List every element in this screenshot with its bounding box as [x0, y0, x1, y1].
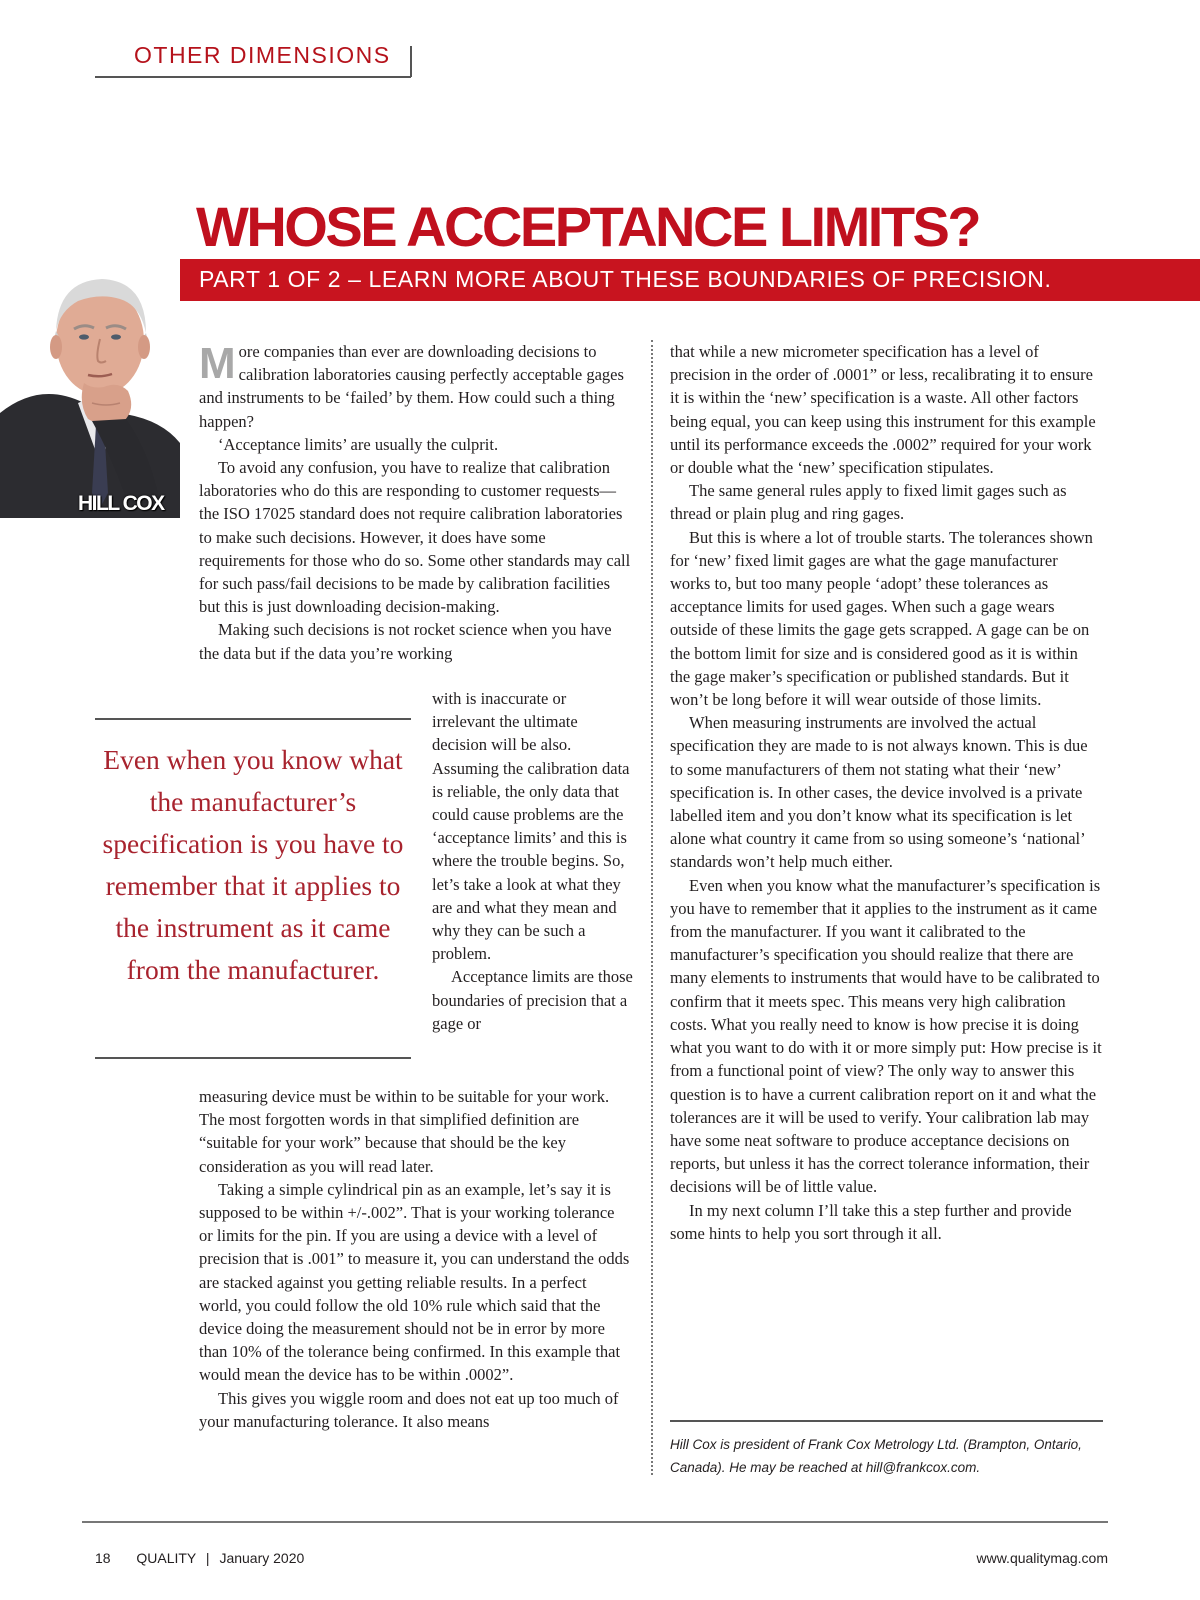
deck-subtitle: PART 1 OF 2 – LEARN MORE ABOUT THESE BOUNDARIES OF PRECISION.	[199, 266, 1052, 292]
paragraph-5: Acceptance limits are those boundaries of precision that a gage or	[432, 967, 633, 1033]
paragraph-5-continued: measuring device must be within to be suitable for your work. The most forgotten words in that simplified definition are “suitable for your work” because that should be the key consideration as you will read later.	[199, 1087, 610, 1176]
paragraph-3: To avoid any confusion, you have to realize that calibration laboratories who do this are responding to customer requests—the ISO 17025 standard does not require calibration laboratories to make such decisions. However, it does have some requirements for those who do so. Some other standards may call for such pass/fail decisions to be made by calibration facilities but this is just downloading decision-making.	[199, 458, 631, 617]
paragraph-11: Even when you know what the manufacturer’s specification is you have to remember that it applies to the instrument as it came from the manufacturer. If you want it calibrated to the manufacturer’s specification you should realize that there are many elements to instruments that would have to be calibrated to confirm that it meets spec. This means very high calibration costs. What you really need to know is how precise it is doing what you want to do with it or more simply put: How precise is it from a functional point of view? The only way to answer this question is to have a current calibration report on it and what the tolerances are it will be used to verify. Your calibration lab may have some neat software to produce acceptance decisions on reports, but unless it has the correct tolerance information, their decisions will be of little value.	[670, 875, 1102, 1197]
author-photo	[0, 253, 180, 518]
bio-rule	[670, 1420, 1103, 1422]
footer-folio	[95, 1550, 304, 1566]
paragraph-8: The same general rules apply to fixed limit gages such as thread or plain plug and ring gages.	[670, 481, 1067, 524]
article-body-column1-top	[199, 340, 632, 665]
paragraph-7: This gives you wiggle room and does not eat up too much of your manufacturing tolerance. It also means	[199, 1388, 619, 1431]
pullquote-rule-bottom	[95, 1057, 411, 1059]
column-divider	[651, 340, 653, 1475]
section-label: OTHER DIMENSIONS	[134, 42, 391, 68]
paragraph-4: Making such decisions is not rocket science when you have the data but if the data you’re working	[199, 620, 612, 663]
paragraph-7-continued: that while a new micrometer specification has a level of precision in the order of .0001” or less, recalibrating it to ensure it is within the ‘new’ specification is a waste. All other factors being equal, you can keep using this instrument for this example until its performance exceeds the .0002” required for your work or double what the ‘new’ specification stipulates.	[670, 342, 1096, 478]
drop-cap: M	[199, 339, 236, 388]
pullquote-rule-top	[95, 718, 411, 720]
footer-rule	[82, 1521, 1108, 1523]
page-number: 18	[95, 1550, 111, 1566]
paragraph-9: But this is where a lot of trouble starts. The tolerances shown for ‘new’ fixed limit gages are what the gage manufacturer works to, but too many people ‘adopt’ these tolerances as acceptance limits for used gages. When such a gage wears outside of these limits the gage gets scrapped. A gage can be on the bottom limit for size and is considered good as it is within the gage maker’s specification or published standards. But it won’t be long before it will wear outside of those limits.	[670, 527, 1093, 710]
paragraph-2: ‘Acceptance limits’ are usually the culprit.	[218, 434, 499, 454]
section-label-rule	[95, 76, 411, 78]
author-bio: Hill Cox is president of Frank Cox Metrology Ltd. (Brampton, Ontario, Canada). He may be reached at hill@frankcox.com.	[670, 1437, 1082, 1475]
headline: WHOSE ACCEPTANCE LIMITS?	[196, 195, 980, 258]
paragraph-10: When measuring instruments are involved the actual specification they are made to is not always known. This is due to some manufacturers of them not stating what their ‘new’ specification is. In other cases, the device involved is a private labelled item and you don’t know what its specification is let alone what country it came from so using someone’s ‘national’ standards won’t help much either.	[670, 713, 1088, 872]
paragraph-1: More companies than ever are downloading decisions to calibration laboratories causing perfectly acceptable gages and instruments to be ‘failed’ by them. How could such a thing happen?	[199, 339, 624, 431]
paragraph-4-continued: with is inaccurate or irrelevant the ultimate decision will be also. Assuming the calibration data is reliable, the only data that could cause problems are the ‘acceptance limits’ and this is where the trouble begins. So, let’s take a look at what they are and what they mean and why they can be such a problem.	[432, 689, 630, 964]
magazine-url[interactable]: www.qualitymag.com	[976, 1550, 1108, 1566]
paragraph-12: In my next column I’ll take this a step further and provide some hints to help you sort through it all.	[670, 1200, 1072, 1243]
article-body-column1-bottom	[199, 1085, 632, 1433]
author-name-tag: HILL COX	[78, 492, 164, 515]
footer-divider: |	[205, 1550, 210, 1566]
magazine-name: QUALITY	[136, 1550, 197, 1566]
article-body-column2	[670, 340, 1102, 1245]
pull-quote: Even when you know what the manufacturer’s specification is you have to remember that it applies to the instrument as it came from the manufacturer.	[102, 744, 404, 985]
issue-date: January 2020	[219, 1550, 305, 1566]
paragraph-6: Taking a simple cylindrical pin as an example, let’s say it is supposed to be within +/-.002”. That is your working tolerance or limits for the pin. If you are using a device with a level of precision that is .001” to measure it, you can understand the odds are stacked against you getting reliable results. In a perfect world, you could follow the old 10% rule which said that the device doing the measurement should not be in error by more than 10% of the tolerance being confirmed. In this example that would mean the device has to be within .0002”.	[199, 1179, 630, 1385]
article-body-column1-narrow	[432, 687, 633, 1035]
author-portrait-image	[0, 253, 180, 518]
section-label-rule-vertical	[410, 46, 412, 77]
